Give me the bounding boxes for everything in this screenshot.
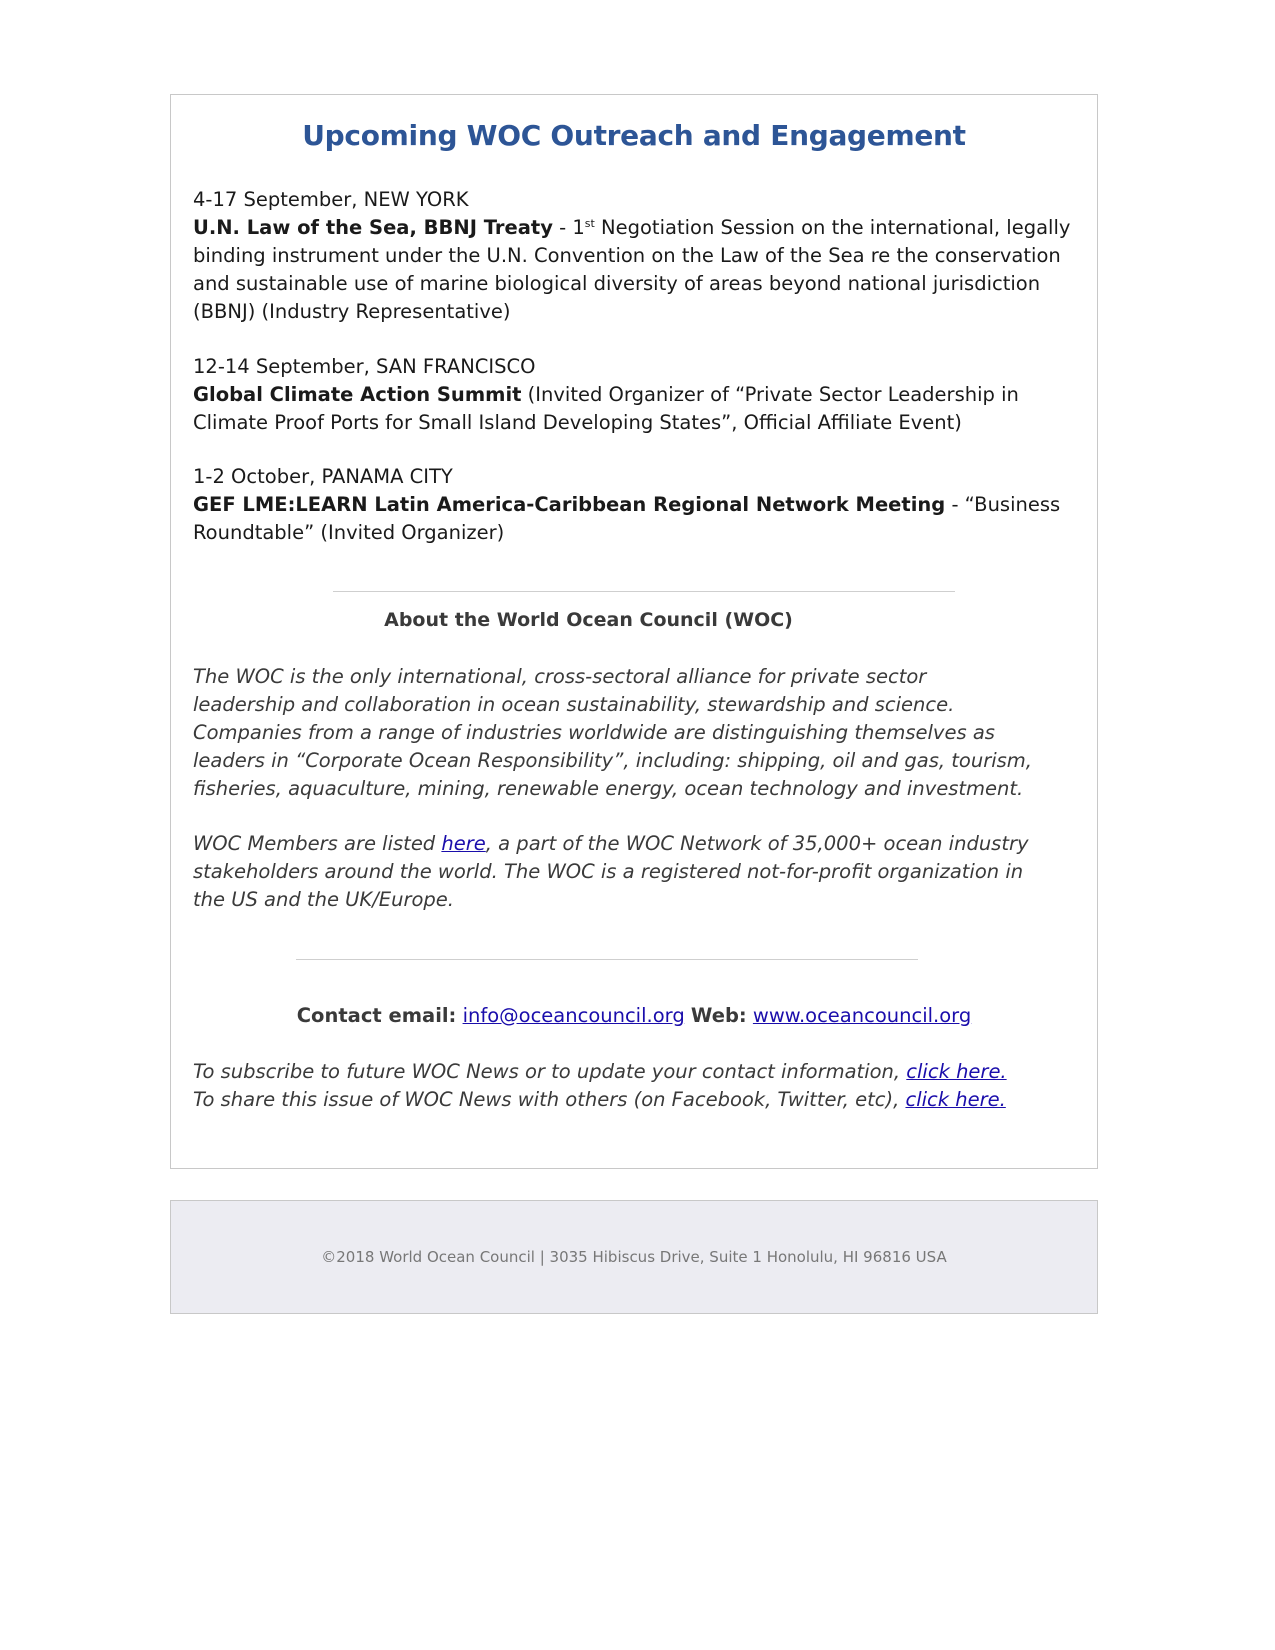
contact-email-link[interactable]: info@oceancouncil.org <box>462 1004 685 1027</box>
event-item <box>193 186 1073 326</box>
divider <box>296 959 918 960</box>
event-item <box>193 463 1073 547</box>
subscribe-link[interactable]: click here. <box>906 1060 1007 1083</box>
website-link[interactable]: www.oceancouncil.org <box>752 1004 972 1027</box>
subscribe-text: To subscribe to future WOC News or to update your contact information, <box>193 1060 907 1083</box>
footer-address: ©2018 World Ocean Council | 3035 Hibiscus Drive, Suite 1 Honolulu, HI 96816 USA <box>321 1248 947 1266</box>
event-name: GEF LME:LEARN Latin America-Caribbean Regional Network Meeting <box>193 493 946 516</box>
event-description: (Invited Organizer of “Private Sector Leadership in Climate Proof Ports for Small Island Developing States”, Official Affiliate Event) <box>193 383 1019 434</box>
members-text-after: , a part of the WOC Network of 35,000+ ocean industry stakeholders around the world. The WOC is a registered not-for-profit organization in the US and the UK/Europe. <box>193 832 1029 911</box>
footer <box>170 1200 1098 1314</box>
event-date: 1-2 October, PANAMA CITY <box>193 465 453 488</box>
ordinal-suffix: st <box>584 217 595 230</box>
about-paragraph: The WOC is the only international, cross-sectoral alliance for private sector leadership and collaboration in ocean sustainability, stewardship and science. Companies from a range of industries worldwide are distinguishing themselves as leaders in “Corporate Ocean Responsibility”, including: shipping, oil and gas, tourism, fisheries, aquaculture, mining, renewable energy, ocean technology and investment. <box>193 665 1032 800</box>
event-description: - “Business Roundtable” (Invited Organizer) <box>193 493 1061 544</box>
share-text: To share this issue of WOC News with others (on Facebook, Twitter, etc), <box>193 1088 906 1111</box>
event-description: Negotiation Session on the international, legally binding instrument under the U.N. Convention on the Law of the Sea re the conservation and sustainable use of marine biological diversity of areas beyond national jurisdiction (BBNJ) (Industry Representative) <box>193 216 1071 323</box>
members-text: WOC Members are listed <box>193 832 442 855</box>
page-title: Upcoming WOC Outreach and Engagement <box>302 119 966 152</box>
members-link[interactable]: here <box>441 832 486 855</box>
share-link[interactable]: click here. <box>905 1088 1006 1111</box>
about-heading: About the World Ocean Council (WOC) <box>384 609 793 631</box>
subscribe-line <box>193 1058 1073 1086</box>
members-paragraph <box>193 830 1033 914</box>
event-name: U.N. Law of the Sea, BBNJ Treaty <box>193 216 553 239</box>
newsletter-card <box>170 94 1098 1169</box>
event-name: Global Climate Action Summit <box>193 383 522 406</box>
web-label: Web: <box>690 1004 747 1027</box>
subscribe-block <box>193 1058 1073 1114</box>
contact-email-label: Contact email: <box>296 1004 457 1027</box>
event-date: 12-14 September, SAN FRANCISCO <box>193 355 536 378</box>
event-separator: - 1 <box>552 216 585 239</box>
event-item <box>193 353 1073 437</box>
share-line <box>193 1086 1073 1114</box>
event-date: 4-17 September, NEW YORK <box>193 188 469 211</box>
divider <box>333 591 955 592</box>
contact-line <box>171 1004 1097 1027</box>
